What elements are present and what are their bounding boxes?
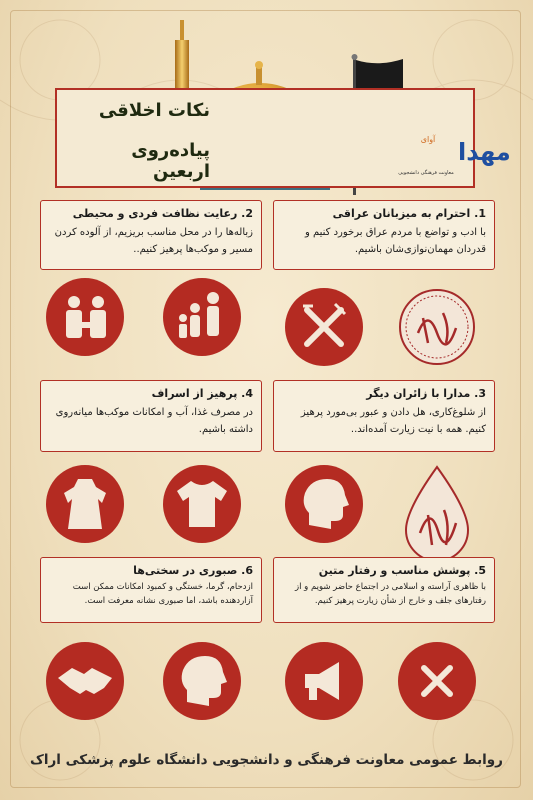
card-body: ازدحام، گرما، خستگی و کمبود امکانات ممکن است آزاردهنده باشد، اما صبوری نشانه معرفت است. xyxy=(72,582,253,606)
card-body: با ادب و تواضع با مردم عراق برخورد کنیم و قدردان مهمان‌نوازی‌شان باشیم. xyxy=(304,227,486,255)
logo-text-main: مهدا xyxy=(458,138,511,166)
footer-credit: روابط عمومی معاونت فرهنگی و دانشجویی دانشگاه علوم پزشکی اراک xyxy=(30,752,503,768)
card-proper-clothing xyxy=(273,557,495,623)
tshirt-icon xyxy=(163,465,241,543)
card-title: 1. احترام به میزبانان عراقی xyxy=(332,207,486,220)
card-title: 6. صبوری در سختی‌ها xyxy=(133,564,253,577)
calligraphy-drop-seal-icon xyxy=(398,465,476,565)
page-title-line1: نکات اخلاقی xyxy=(98,100,210,121)
handshake-icon xyxy=(46,642,124,720)
fork-knife-icon xyxy=(285,288,363,366)
logo-text-top: آوای xyxy=(420,135,436,144)
card-cleanliness xyxy=(40,200,262,270)
handshake-hand-icon xyxy=(46,278,124,356)
card-body: از شلوغ‌کاری، هل دادن و عبور بی‌مورد پرهیز کنیم. همه با نیت زیارت آمده‌اند.. xyxy=(300,407,486,435)
card-patience-hardships xyxy=(40,557,262,623)
family-icon xyxy=(163,278,241,356)
calligraphy-seal-icon xyxy=(398,288,476,366)
card-body: زباله‌ها را در محل مناسب بریزیم، از آلوده کردن مسیر و موکب‌ها پرهیز کنیم.. xyxy=(54,227,253,255)
card-title: 5. پوشش مناسب و رفتار متین xyxy=(318,564,486,577)
card-title: 2. رعایت نظافت فردی و محیطی xyxy=(72,207,253,220)
logo-caption: معاونت فرهنگی دانشجویی xyxy=(398,170,454,176)
close-x-icon xyxy=(398,642,476,720)
dress-icon xyxy=(46,465,124,543)
head-profile-icon xyxy=(285,465,363,543)
card-body: در مصرف غذا، آب و امکانات موکب‌ها میانه‌روی داشته باشیم. xyxy=(55,407,253,435)
card-patience-pilgrims xyxy=(273,380,495,452)
card-avoid-waste xyxy=(40,380,262,452)
megaphone-icon xyxy=(285,642,363,720)
card-body: با ظاهری آراسته و اسلامی در اجتماع حاضر شویم و از رفتارهای جلف و خارج از شأن زیارت پرهیز کنیم. xyxy=(294,582,486,606)
card-title: 3. مدارا با زائران دیگر xyxy=(366,387,486,400)
card-respect-hosts xyxy=(273,200,495,270)
card-title: 4. پرهیز از اسراف xyxy=(151,387,253,400)
logo-mark xyxy=(388,130,511,178)
page-title-line2: پیاده‌روی اربعین xyxy=(131,140,210,182)
mahda-logo xyxy=(388,130,511,178)
head-profile-icon xyxy=(163,642,241,720)
